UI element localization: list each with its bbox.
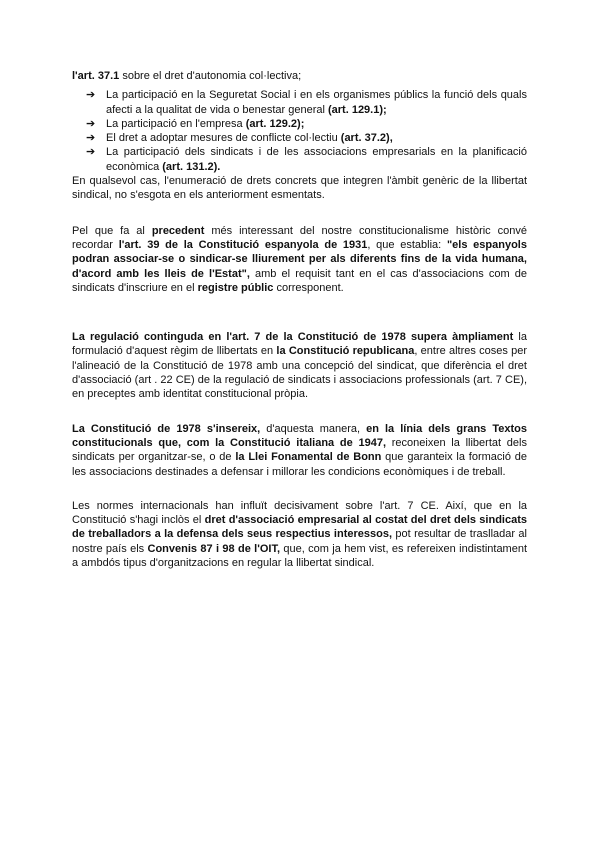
text-span: Pel que fa al: [72, 224, 152, 237]
bullet-item: [72, 131, 527, 145]
text-span: amb el requisit tant en el cas d'associacions com de sindicats d'inscriure en el: [72, 267, 527, 294]
paragraph-precedent: [72, 224, 527, 295]
paragraph-constitution-1978: [72, 422, 527, 479]
text-span: , que establia:: [367, 238, 447, 251]
article-ref: (art. 131.2).: [162, 160, 221, 173]
arrow-icon: ➔: [86, 146, 96, 159]
text-span: més interessant del nostre constitucionalisme històric convé recordar: [72, 224, 527, 251]
paragraph-international: [72, 499, 527, 570]
bullet-text: La participació en la Seguretat Social i en els organismes públics la funció dels quals afecti a la qualitat de vida o benestar general: [106, 89, 527, 116]
bullet-list: [72, 88, 527, 174]
bold-span: la Llei Fonamental de Bonn: [235, 451, 382, 464]
article-ref: (art. 129.1);: [327, 103, 387, 116]
article-ref: (art. 37.2),: [340, 132, 393, 145]
text-span: que, com ja hem vist, es refereixen indistintament a ambdós tipus d'organitzacions en regular la llibertat sindical.: [72, 542, 528, 570]
article-ref: (art. 129.2);: [245, 117, 305, 130]
text-span: reconeixen la llibertat dels sindicats per organitzar-se, o de: [72, 436, 527, 464]
text-span: d'aquesta manera,: [260, 422, 367, 435]
bullet-item: [72, 88, 527, 117]
paragraph-regulation: [72, 330, 527, 401]
article-ref: l'art. 37.1: [72, 70, 120, 82]
text-span: corresponent.: [273, 281, 344, 294]
bold-span: dret d'associació empresarial al costat del dret dels sindicats de treballadors a la defensa dels seus respectius interessos,: [72, 514, 527, 541]
document-page: [72, 69, 527, 570]
arrow-icon: ➔: [86, 117, 96, 130]
bullet-text: El dret a adoptar mesures de conflicte col·lectiu: [106, 132, 341, 145]
arrow-icon: ➔: [86, 132, 96, 145]
bold-quote: "els espanyols podran associar-se o sindicar-se lliurement per als diferents fins de la vida humana, d'acord amb les lleis de l'Estat",: [72, 238, 527, 280]
bullet-text: La participació en l'empresa: [106, 117, 246, 130]
bullet-item: [72, 117, 527, 131]
bold-span: La regulació continguda en l'art. 7 de la Constitució de 1978 supera àmpliament: [72, 331, 514, 344]
text-span: pot resultar de traslladar al nostre país els: [72, 528, 527, 555]
bold-span: la Constitució republicana: [276, 345, 415, 358]
bold-span: registre públic: [197, 281, 274, 294]
paragraph-conclusion: En qualsevol cas, l'enumeració de drets concrets que integren l'àmbit genèric de la llibertat sindical, no s'esgota en els anteriorment esmentats.: [72, 175, 527, 202]
arrow-icon: ➔: [86, 89, 96, 102]
bold-span: en la línia dels grans Textos constitucionals que, com la Constitució italiana de 1947,: [72, 422, 527, 449]
bullet-item: [72, 145, 527, 174]
bold-span: l'art. 39 de la Constitució espanyola de 1931: [118, 238, 368, 251]
text-span: la formulació d'aquest règim de llibertats en: [72, 331, 527, 358]
bullet-text: La participació dels sindicats i de les associacions empresarials en la planificació econòmica: [106, 146, 527, 173]
text-span: , entre altres coses per l'alineació de la Constitució de 1978 amb una concepció del sindicat, que diferència el dret d'associació (art . 22 CE) de la regulació de sindicats i associacions professionals (art. 7 CE), en preceptes amb identitat constitucional pròpia.: [72, 345, 527, 401]
text-span: Les normes internacionals han influït decisivament sobre l'art. 7 CE. Així, que en la Constitució s'hagi inclòs el: [72, 499, 527, 527]
bold-span: precedent: [151, 224, 205, 237]
text-span: que garanteix la formació de les associacions destinades a defensar i millorar les condicions econòmiques i de treball.: [72, 451, 527, 478]
text-span: sobre el dret d'autonomia col·lectiva;: [119, 70, 302, 82]
bold-span: Convenis 87 i 98 de l'OIT,: [147, 542, 281, 555]
paragraph-intro: [72, 69, 527, 83]
bold-span: La Constitució de 1978 s'insereix,: [72, 422, 261, 435]
